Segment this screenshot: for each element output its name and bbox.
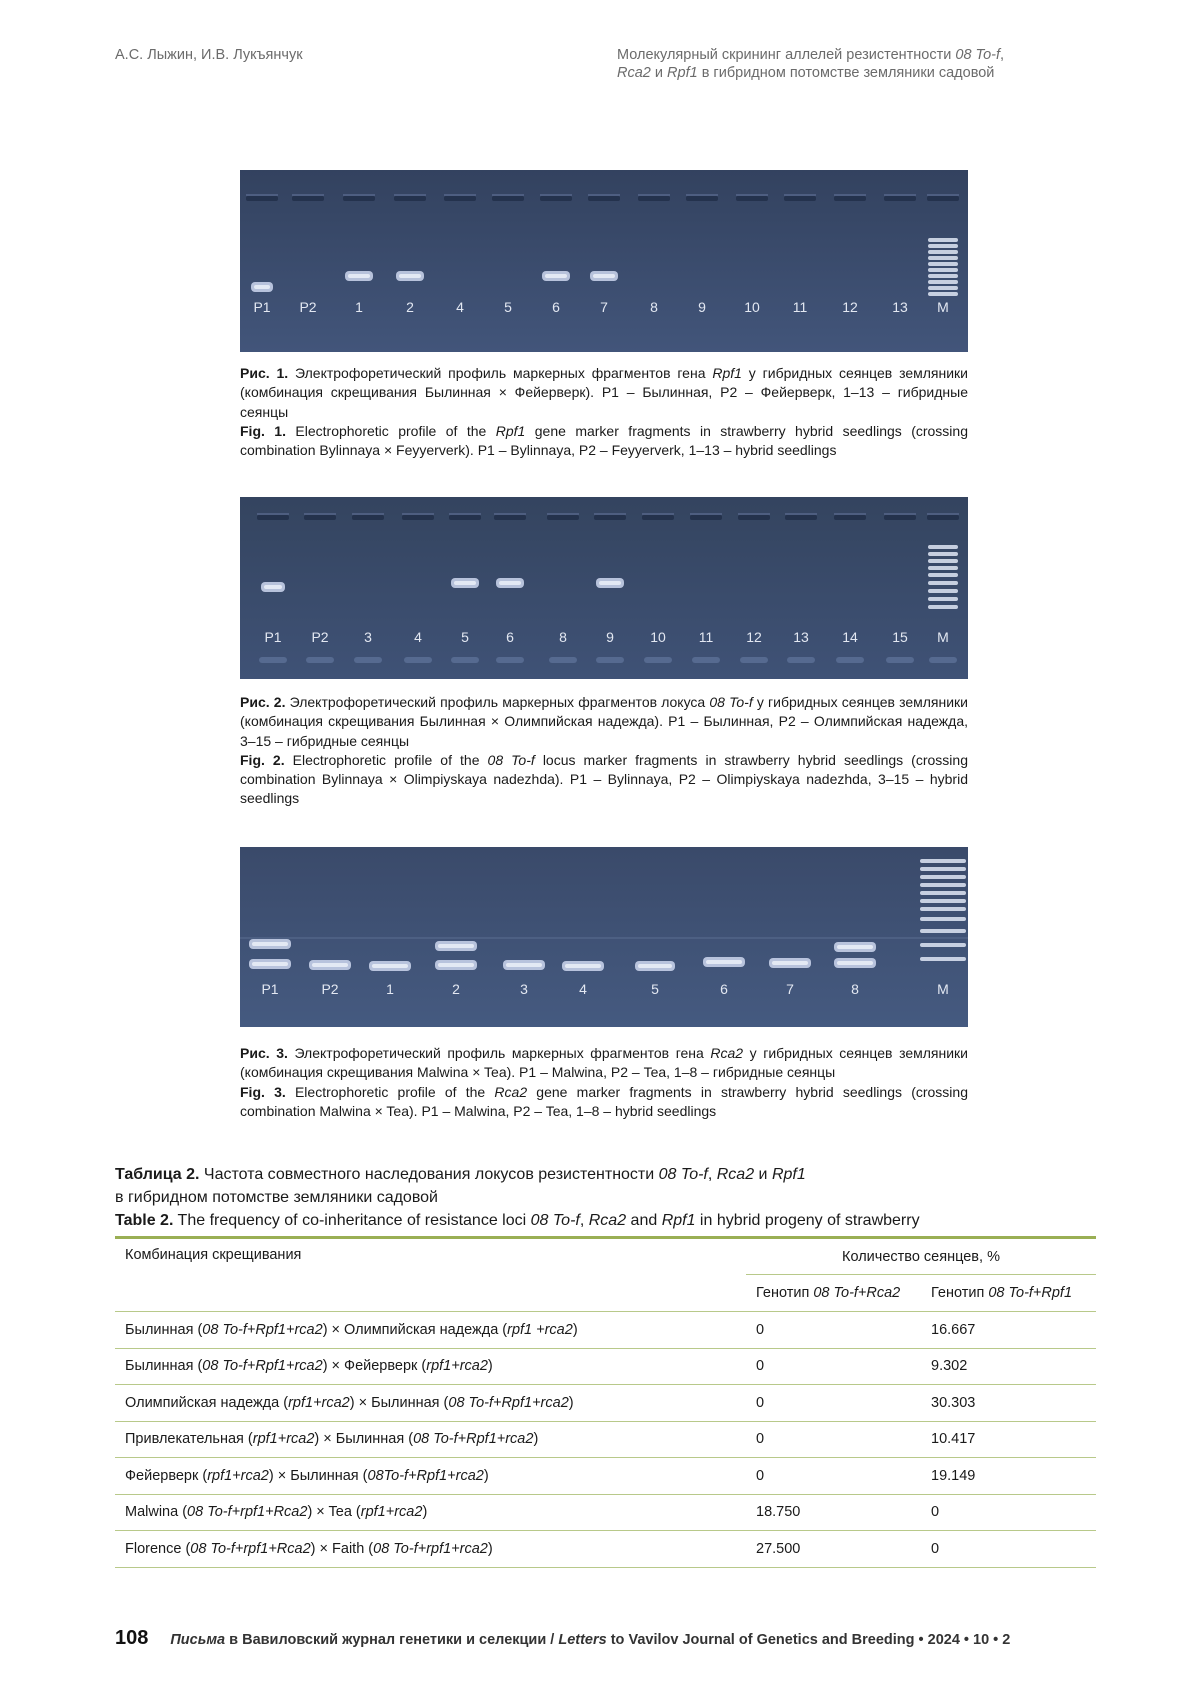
- gel-well: [444, 196, 476, 201]
- gel-primer-band: [644, 657, 672, 663]
- gel-well: [540, 196, 572, 201]
- cell-value: 9.302: [931, 1358, 968, 1375]
- ladder-band: [928, 250, 958, 254]
- gel-primer-band: [259, 657, 287, 663]
- gel-lane-label: 14: [842, 629, 858, 645]
- gel-lane-label: 2: [406, 299, 414, 315]
- caption-en: Fig. 2. Electrophoretic profile of the 08 To-f locus marker fragments in strawberry hybrid seedlings (crossing combination Bylinnaya × Olimpiyskaya nadezhda). P1 – Bylinnaya, P2 – Olimpiyskaya nadezhda, 3–15 – hybrid seedlings: [240, 751, 968, 807]
- running-header-title: Молекулярный скрининг аллелей резистентности 08 To-f, Rca2 и Rpf1 в гибридном потомстве земляники садовой: [617, 47, 1005, 81]
- ladder-band: [928, 268, 958, 272]
- gel-lane-label: 13: [892, 299, 908, 315]
- ladder-band: [928, 559, 958, 563]
- table-row: [115, 1458, 1096, 1495]
- ladder-band: [920, 943, 966, 947]
- gel-lane-label: 9: [606, 629, 614, 645]
- gel-lane-label: 7: [600, 299, 608, 315]
- cell-combination: Привлекательная (rpf1+rca2) × Былинная (08 To-f+Rpf1+rca2): [125, 1431, 539, 1448]
- gel-primer-band: [787, 657, 815, 663]
- gel-well: [257, 515, 289, 520]
- cell-value: 16.667: [931, 1321, 976, 1338]
- cell-value: 27.500: [756, 1540, 801, 1557]
- gel-lane-label: 5: [504, 299, 512, 315]
- caption-ru: Рис. 3. Электрофоретический профиль маркерных фрагментов гена Rca2 у гибридных сеянцев земляники (комбинация скрещивания Malwina × Tea). Р1 – Malwina, Р2 – Tea, 1–8 – гибридные сеянцы: [240, 1045, 968, 1081]
- gel-lane-label: 8: [851, 981, 859, 997]
- ladder-band: [920, 917, 966, 921]
- cell-combination: Олимпийская надежда (rpf1+rca2) × Былинная (08 To-f+Rpf1+rca2): [125, 1394, 574, 1411]
- gel-primer-band: [404, 657, 432, 663]
- gel-well: [785, 515, 817, 520]
- gel-well: [638, 196, 670, 201]
- gel-well: [304, 515, 336, 520]
- table-row: [115, 1385, 1096, 1422]
- cell-combination: Фейерверк (rpf1+rca2) × Былинная (08To-f+Rpf1+rca2): [125, 1467, 489, 1484]
- ladder-band: [928, 256, 958, 260]
- gel-well: [784, 196, 816, 201]
- gel-well: [884, 515, 916, 520]
- col-header-count: Количество сеянцев, %: [746, 1238, 1096, 1275]
- gel-well: [547, 515, 579, 520]
- gel-lane-label: 8: [650, 299, 658, 315]
- caption-en: Fig. 1. Electrophoretic profile of the Rpf1 gene marker fragments in strawberry hybrid seedlings (crossing combination Bylinnaya × Feyyerverk). P1 – Bylinnaya, P2 – Feyyerverk, 1–13 – hybrid seedlings: [240, 422, 968, 459]
- col-header-combination: Комбинация скрещивания: [125, 1247, 302, 1263]
- table-2-title: [115, 1163, 1090, 1232]
- gel-primer-band: [451, 657, 479, 663]
- gel-lane-label: 7: [786, 981, 794, 997]
- gel-primer-band: [836, 657, 864, 663]
- ladder-band: [928, 262, 958, 266]
- gel-lane-label: 12: [842, 299, 858, 315]
- ladder-band: [920, 891, 966, 895]
- gel-image-fig2: [240, 497, 968, 679]
- ladder-band: [920, 957, 966, 961]
- gel-lane-label: M: [937, 981, 949, 997]
- gel-lane-label: 10: [744, 299, 760, 315]
- page-number: 108: [115, 1627, 149, 1649]
- ladder-band: [928, 581, 958, 585]
- gel-well: [927, 196, 959, 201]
- caption-en: Fig. 3. Electrophoretic profile of the Rca2 gene marker fragments in strawberry hybrid seedlings (crossing combination Malwina × Tea). P1 – Malwina, P2 – Tea, 1–8 – hybrid seedlings: [240, 1083, 968, 1119]
- page-footer: 108 Письма в Вавиловский журнал генетики и селекции / Letters to Vavilov Journal of Genetics and Breeding • 2024 • 10 • 2: [115, 1627, 1011, 1649]
- cell-combination: Florence (08 To-f+rpf1+Rca2) × Faith (08 To-f+rpf1+rca2): [125, 1540, 493, 1557]
- col-header-genotype-1: Генотип 08 To-f+Rca2: [756, 1285, 901, 1301]
- gel-lane-label: 15: [892, 629, 908, 645]
- cell-value: 0: [756, 1431, 765, 1448]
- cell-value: 18.750: [756, 1504, 801, 1521]
- gel-lane-label: 9: [698, 299, 706, 315]
- gel-well: [834, 196, 866, 201]
- gel-lane-label: P1: [253, 299, 271, 315]
- cell-value: 0: [756, 1321, 765, 1338]
- gel-well: [246, 196, 278, 201]
- gel-lane-label: M: [937, 629, 949, 645]
- gel-lane-label: 11: [792, 299, 808, 315]
- ladder-band: [928, 566, 958, 570]
- ladder-band: [920, 899, 966, 903]
- ladder-band: [928, 292, 958, 296]
- cell-value: 0: [756, 1394, 765, 1411]
- gel-primer-band: [306, 657, 334, 663]
- gel-primer-band: [929, 657, 957, 663]
- ladder-band: [920, 929, 966, 933]
- col-header-genotype-2: Генотип 08 To-f+Rpf1: [931, 1285, 1073, 1301]
- gel-lane-label: 4: [414, 629, 422, 645]
- cell-value: 0: [756, 1467, 765, 1484]
- table-title-en: Table 2. The frequency of co-inheritance of resistance loci 08 To-f, Rca2 and Rpf1 in hybrid progeny of strawberry: [115, 1212, 920, 1229]
- gel-lane-label: 4: [579, 981, 587, 997]
- ladder-band: [928, 274, 958, 278]
- gel-primer-band: [886, 657, 914, 663]
- gel-primer-band: [596, 657, 624, 663]
- cell-value: 0: [931, 1540, 940, 1557]
- ladder-band: [928, 589, 958, 593]
- table-row: [115, 1494, 1096, 1531]
- gel-well: [394, 196, 426, 201]
- ladder-band: [920, 859, 966, 863]
- table-title-ru: Таблица 2. Частота совместного наследования локусов резистентности 08 To-f, Rca2 и Rpf1: [115, 1166, 806, 1183]
- gel-image-fig3: [240, 847, 968, 1027]
- gel-lane-label: P1: [261, 981, 279, 997]
- gel-lane-label: 5: [461, 629, 469, 645]
- ladder-band: [928, 573, 958, 577]
- cell-combination: Malwina (08 To-f+rpf1+Rca2) × Tea (rpf1+rca2): [125, 1504, 428, 1521]
- ladder-band: [920, 875, 966, 879]
- table-2: [115, 1236, 1096, 1568]
- gel-lane-label: 4: [456, 299, 464, 315]
- cell-value: 0: [931, 1504, 940, 1521]
- figure-3-caption: [240, 1044, 968, 1121]
- gel-well: [352, 515, 384, 520]
- caption-ru: Рис. 2. Электрофоретический профиль маркерных фрагментов локуса 08 To-f у гибридных сеянцев земляники (комбинация скрещивания Былинная × Олимпийская надежда). Р1 – Былинная, Р2 – Олимпийская надежда, 3–15 – гибридные сеянцы: [240, 694, 968, 749]
- gel-well: [292, 196, 324, 201]
- table-row: [115, 1348, 1096, 1385]
- ladder-band: [928, 545, 958, 549]
- ladder-band: [928, 605, 958, 609]
- cell-value: 10.417: [931, 1431, 976, 1448]
- gel-lane-label: 10: [650, 629, 666, 645]
- gel-primer-band: [692, 657, 720, 663]
- gel-lane-label: 3: [520, 981, 528, 997]
- gel-well: [594, 515, 626, 520]
- gel-lane-label: 6: [720, 981, 728, 997]
- gel-well: [343, 196, 375, 201]
- figure-1-caption: [240, 364, 968, 460]
- gel-lane-label: 1: [386, 981, 394, 997]
- gel-lane-label: P2: [299, 299, 317, 315]
- table-row: [115, 1312, 1096, 1349]
- gel-lane-label: 1: [355, 299, 363, 315]
- cell-combination: Былинная (08 To-f+Rpf1+rca2) × Олимпийская надежда (rpf1 +rca2): [125, 1321, 578, 1338]
- figure-2-caption: [240, 693, 968, 809]
- cell-value: 19.149: [931, 1467, 976, 1484]
- table-row: [115, 1421, 1096, 1458]
- gel-lane-label: 6: [506, 629, 514, 645]
- gel-lane-label: M: [937, 299, 949, 315]
- gel-well: [690, 515, 722, 520]
- cell-value: 0: [756, 1358, 765, 1375]
- cell-value: 30.303: [931, 1394, 976, 1411]
- ladder-band: [920, 883, 966, 887]
- gel-well: [494, 515, 526, 520]
- caption-ru: Рис. 1. Электрофоретический профиль маркерных фрагментов гена Rpf1 у гибридных сеянцев земляники (комбинация скрещивания Былинная × Фейерверк). Р1 – Былинная, Р2 – Фейерверк, 1–13 – гибридные сеянцы: [240, 365, 968, 420]
- gel-primer-band: [354, 657, 382, 663]
- gel-well: [588, 196, 620, 201]
- gel-lane-label: 11: [698, 629, 714, 645]
- gel-primer-band: [740, 657, 768, 663]
- gel-well: [402, 515, 434, 520]
- ladder-band: [928, 552, 958, 556]
- ladder-band: [928, 280, 958, 284]
- gel-lane-label: P1: [264, 629, 282, 645]
- gel-lane-label: P2: [311, 629, 329, 645]
- gel-well: [736, 196, 768, 201]
- gel-lane-label: 5: [651, 981, 659, 997]
- ladder-band: [928, 238, 958, 242]
- gel-lane-label: 13: [793, 629, 809, 645]
- gel-well: [492, 196, 524, 201]
- gel-lane-label: 3: [364, 629, 372, 645]
- gel-lane-label: 2: [452, 981, 460, 997]
- ladder-band: [928, 597, 958, 601]
- ladder-band: [928, 244, 958, 248]
- cell-combination: Былинная (08 To-f+Rpf1+rca2) × Фейерверк (rpf1+rca2): [125, 1358, 493, 1375]
- gel-well: [449, 515, 481, 520]
- gel-lane-label: 6: [552, 299, 560, 315]
- gel-well: [642, 515, 674, 520]
- gel-well: [738, 515, 770, 520]
- gel-lane-label: 12: [746, 629, 762, 645]
- table-title-ru-line2: в гибридном потомстве земляники садовой: [115, 1189, 438, 1206]
- gel-well: [834, 515, 866, 520]
- ladder-band: [920, 907, 966, 911]
- ladder-band: [920, 867, 966, 871]
- running-header-authors: А.С. Лыжин, И.В. Лукъянчук: [115, 47, 303, 63]
- ladder-band: [928, 286, 958, 290]
- gel-primer-band: [496, 657, 524, 663]
- gel-well: [884, 196, 916, 201]
- gel-primer-band: [549, 657, 577, 663]
- gel-lane-label: 8: [559, 629, 567, 645]
- gel-well: [686, 196, 718, 201]
- table-row: [115, 1531, 1096, 1568]
- gel-well: [927, 515, 959, 520]
- gel-lane-label: P2: [321, 981, 339, 997]
- gel-image-fig1: [240, 170, 968, 352]
